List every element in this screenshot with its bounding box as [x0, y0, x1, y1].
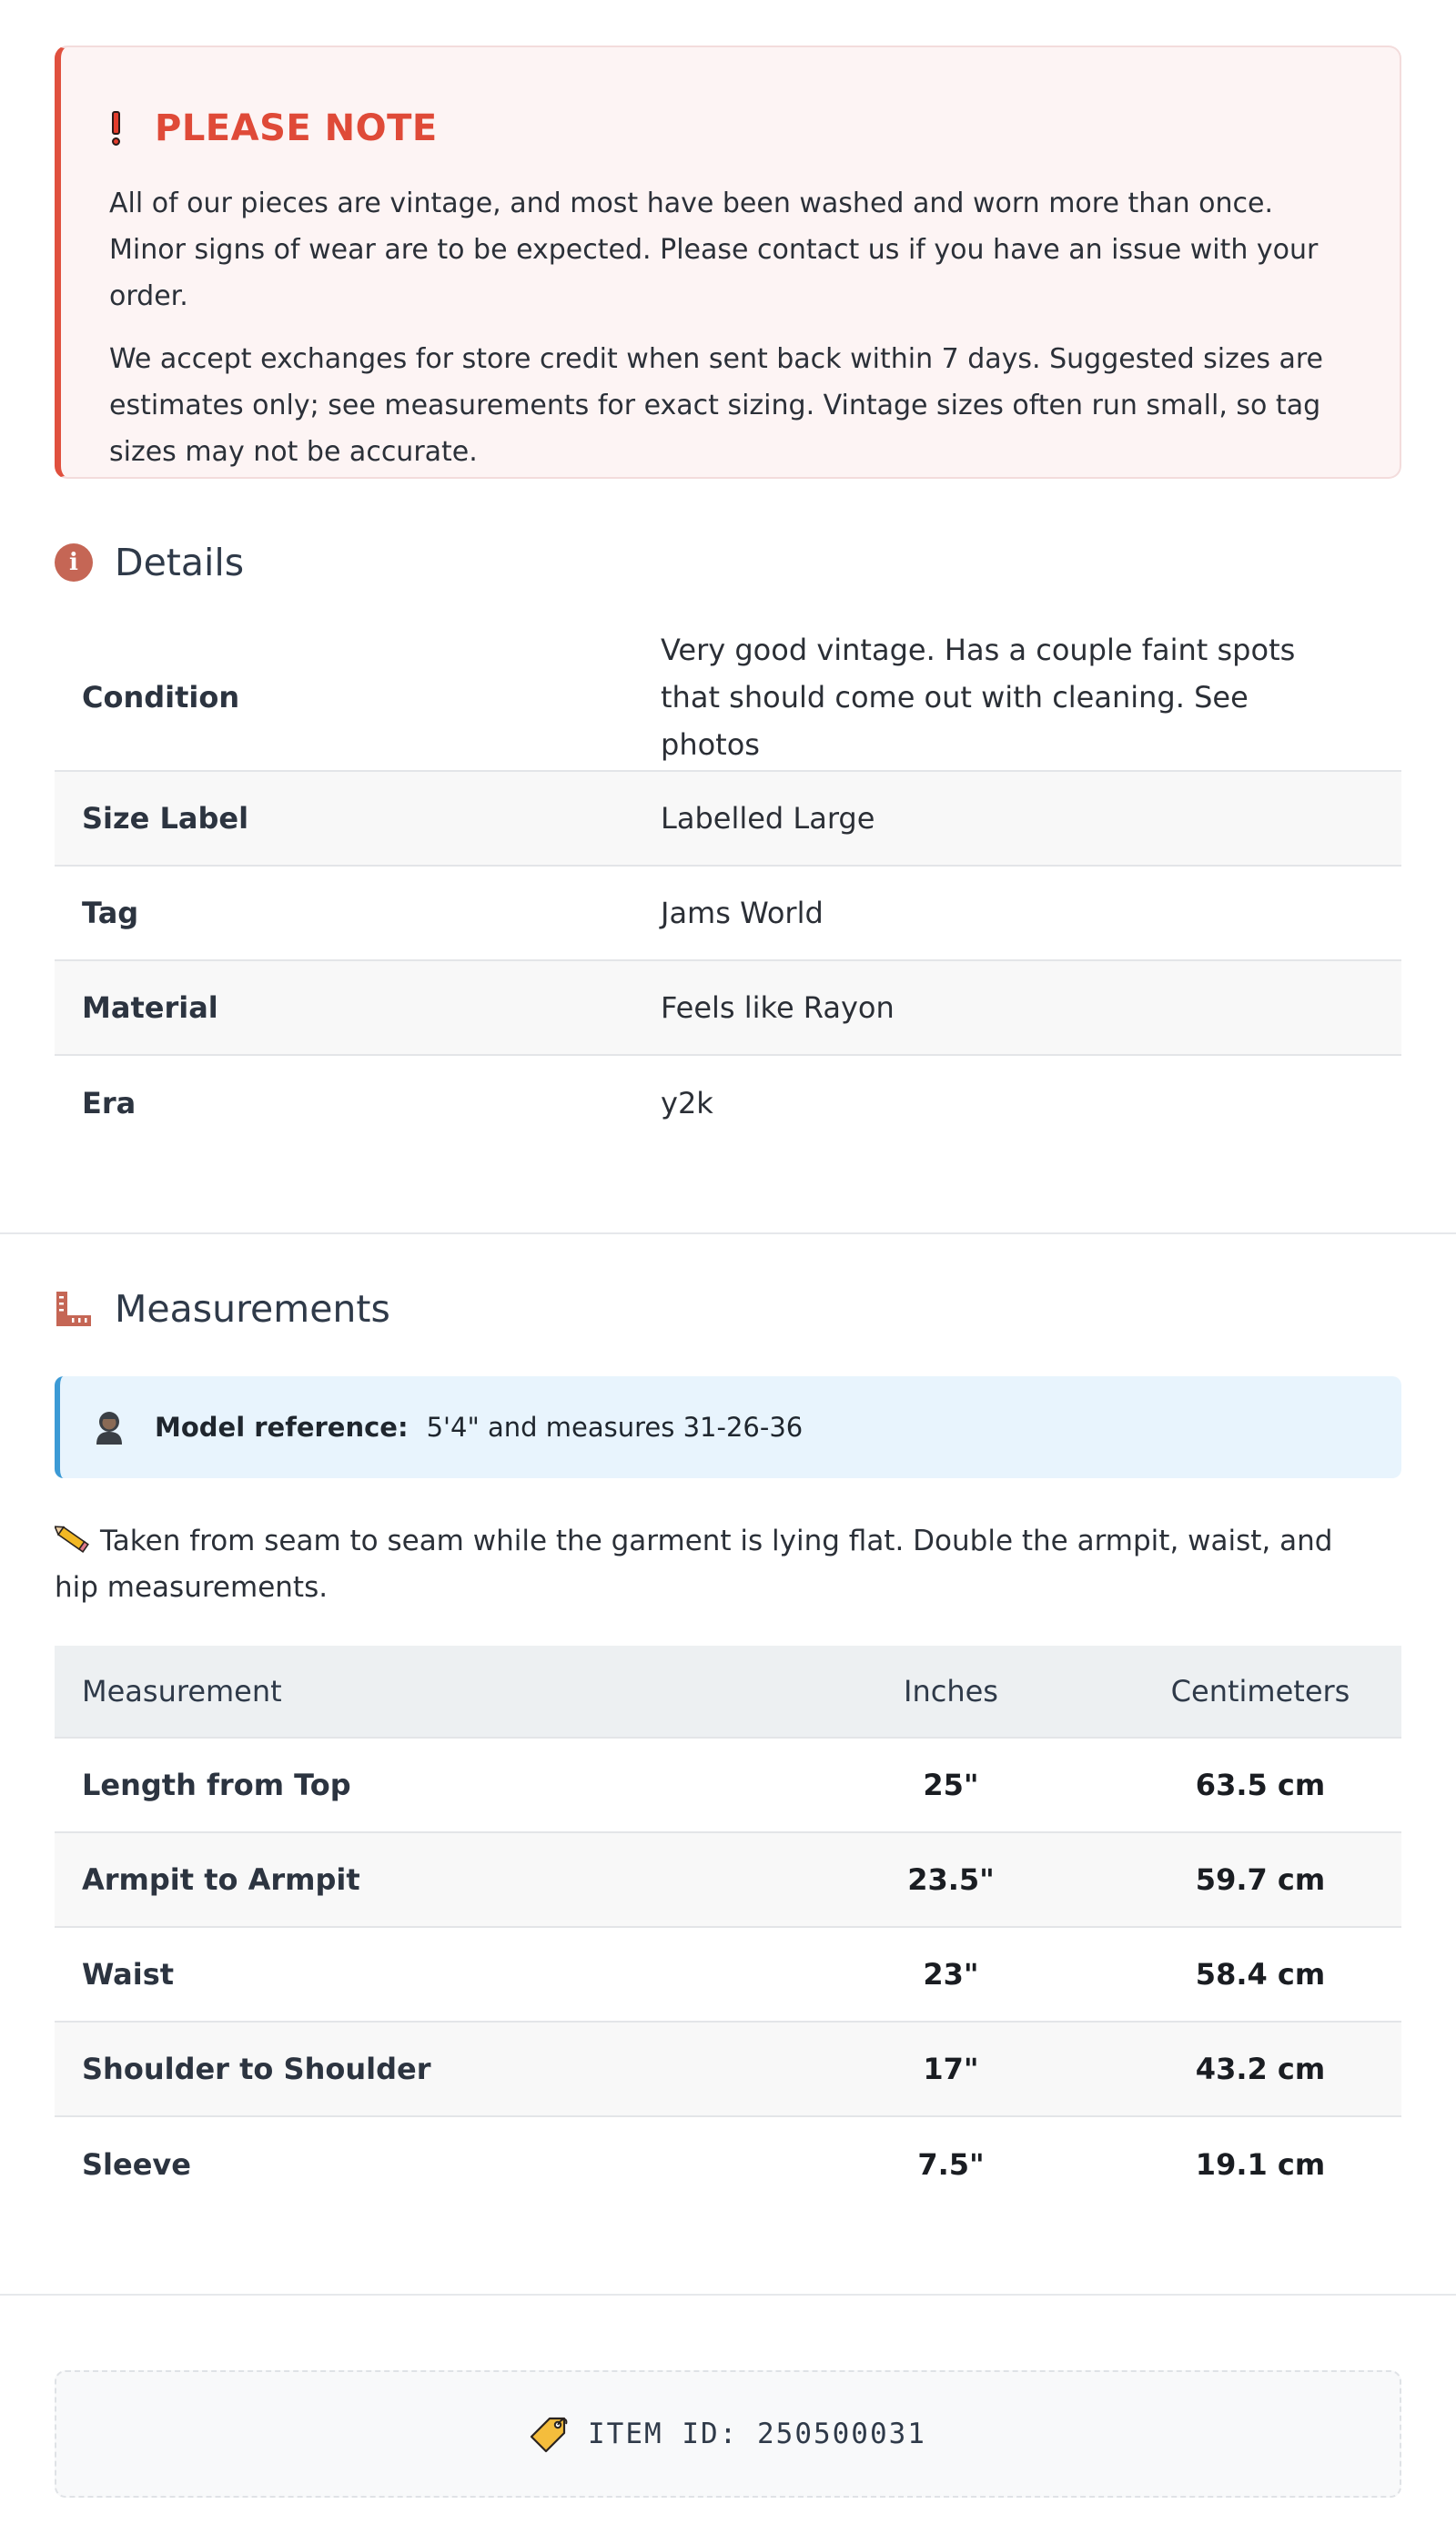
- details-row-material: [55, 961, 1401, 1056]
- details-label: Material: [82, 990, 218, 1025]
- measurement-cm: 59.7 cm: [1195, 1862, 1326, 1897]
- notice-paragraph-2: We accept exchanges for store credit when sent back within 7 days. Suggested sizes are estimates only; see measurements for exact sizing. Vintage sizes often run small, so tag sizes may not be accurate.: [109, 343, 1324, 468]
- exclamation-icon: [109, 111, 122, 146]
- details-row-condition: [55, 624, 1401, 772]
- measurement-name: Shoulder to Shoulder: [82, 2052, 431, 2086]
- details-heading-text: Details: [115, 541, 245, 584]
- measurement-cm: 58.4 cm: [1195, 1957, 1326, 1992]
- item-id-text: ITEM ID: 250500031: [588, 2418, 926, 2450]
- details-row-tag: [55, 867, 1401, 961]
- person-icon: [93, 1409, 126, 1445]
- details-label: Era: [82, 1086, 136, 1120]
- notice-title-text: PLEASE NOTE: [155, 107, 438, 149]
- measurement-name: Sleeve: [82, 2147, 191, 2182]
- details-value: Labelled Large: [661, 801, 875, 836]
- notice-paragraph-1: All of our pieces are vintage, and most have been washed and worn more than once. Minor signs of wear are to be expected. Please contact us if you have an issue with your order.: [109, 188, 1319, 312]
- pencil-icon: [55, 1525, 91, 1554]
- details-label: Tag: [82, 896, 139, 930]
- info-icon: i: [55, 543, 93, 582]
- measurement-inches: 17": [923, 2052, 979, 2086]
- table-row: [55, 1833, 1401, 1928]
- details-value: Jams World: [661, 896, 824, 930]
- table-row: [55, 1928, 1401, 2023]
- model-reference-box: [55, 1376, 1401, 1478]
- table-row: [55, 2023, 1401, 2117]
- measurement-inches: 23.5": [907, 1862, 995, 1897]
- details-label: Condition: [82, 680, 240, 715]
- measurement-cm: 63.5 cm: [1195, 1768, 1326, 1802]
- measurement-name: Waist: [82, 1957, 175, 1992]
- measurement-note-text: Taken from seam to seam while the garment is lying flat. Double the armpit, waist, and hip measurements.: [55, 1525, 1333, 1604]
- details-value: Very good vintage. Has a couple faint spots that should come out with cleaning. See photos: [661, 633, 1296, 762]
- section-divider: [0, 2294, 1456, 2296]
- details-row-size-label: [55, 772, 1401, 867]
- model-reference-value: 5'4" and measures 31-26-36: [426, 1412, 804, 1443]
- item-id-box: [55, 2370, 1401, 2498]
- section-divider: [0, 1232, 1456, 1234]
- measurements-header-row: [55, 1646, 1401, 1739]
- column-header-measurement: Measurement: [82, 1674, 282, 1708]
- details-row-era: [55, 1056, 1401, 1151]
- measurement-inches: 7.5": [917, 2147, 985, 2182]
- measurements-heading-text: Measurements: [115, 1287, 390, 1331]
- measurement-cm: 43.2 cm: [1195, 2052, 1326, 2086]
- please-note-banner: [55, 46, 1401, 479]
- table-row: [55, 2117, 1401, 2212]
- measurement-cm: 19.1 cm: [1195, 2147, 1326, 2182]
- details-table: [55, 624, 1401, 1151]
- column-header-inches: Inches: [904, 1674, 998, 1708]
- measurement-inches: 25": [923, 1768, 979, 1802]
- ruler-icon: [55, 1290, 93, 1328]
- measurement-inches: 23": [923, 1957, 979, 1992]
- table-row: [55, 1739, 1401, 1833]
- tag-icon: [530, 2415, 568, 2453]
- measurements-table: [55, 1646, 1401, 2212]
- notice-title: [109, 102, 1354, 155]
- measurement-name: Armpit to Armpit: [82, 1862, 360, 1897]
- measurement-note: [55, 1518, 1383, 1611]
- details-value: y2k: [661, 1086, 713, 1120]
- measurements-heading: [55, 1287, 390, 1331]
- details-label: Size Label: [82, 801, 249, 836]
- details-heading: [55, 541, 244, 584]
- model-reference-label: Model reference:: [155, 1412, 409, 1443]
- measurement-name: Length from Top: [82, 1768, 351, 1802]
- column-header-centimeters: Centimeters: [1170, 1674, 1350, 1708]
- details-value: Feels like Rayon: [661, 990, 895, 1025]
